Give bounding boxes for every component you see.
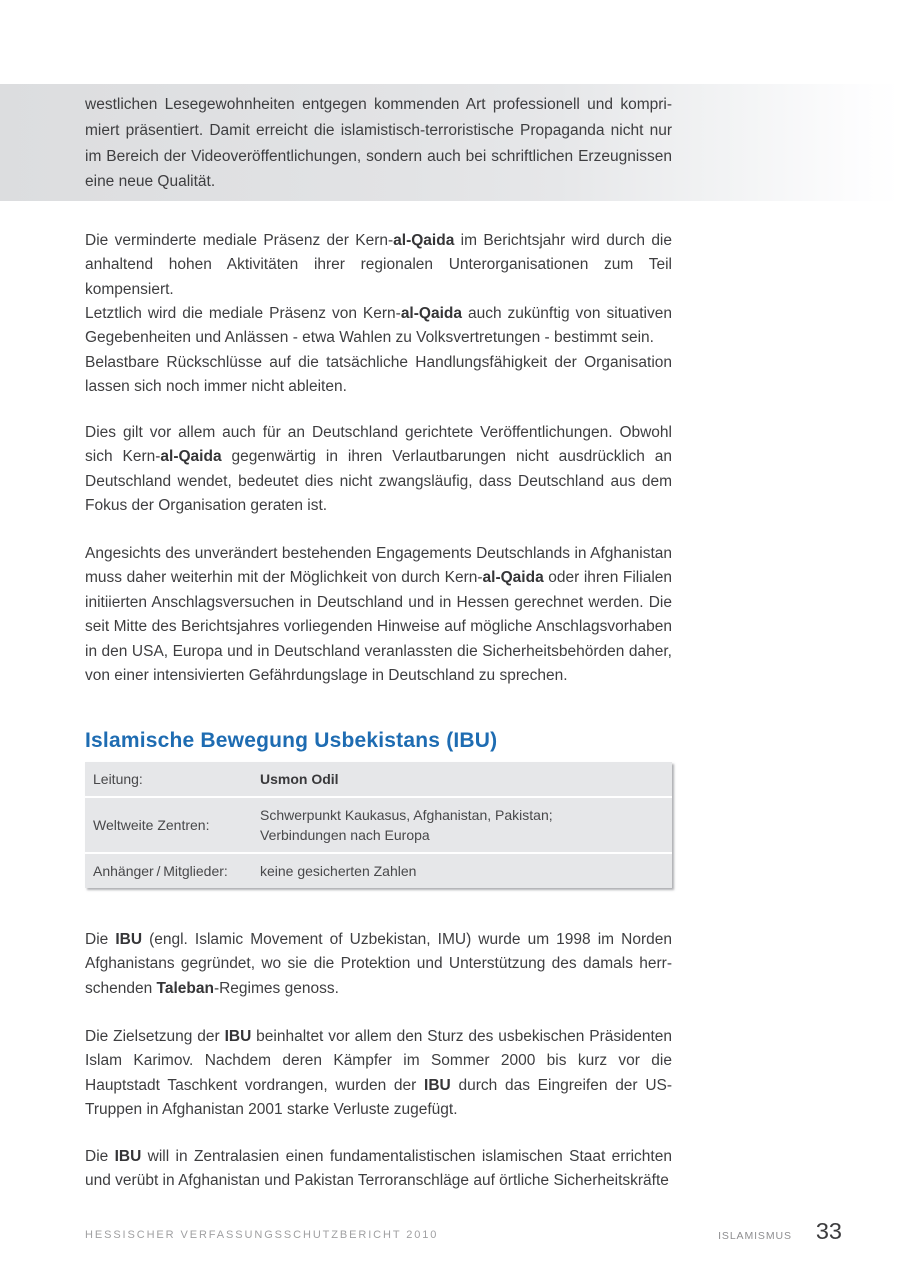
paragraph-ibu-founding: Die IBU (engl. Islamic Movement of Uzbekistan, IMU) wurde um 1998 im Norden Afghanistans gegründet, wo sie die Protektion und Unterstützung des damals herrschenden Taleban-Regimes genoss. — [85, 931, 672, 997]
infobox-value: keine gesicherten Zahlen — [260, 863, 417, 879]
infobox-label: Anhänger / Mitglieder: — [93, 863, 228, 879]
footer-right-group — [718, 1218, 842, 1245]
section-heading-ibu: Islamische Bewegung Usbekistans (IBU) — [85, 729, 498, 752]
paragraph-al-qaida-media-presence: Die verminderte mediale Präsenz der Kern-al-Qaida im Berichtsjahr wird durch die anhaltend hohen Aktivitäten ihrer regionalen Unterorganisationen zum Teil kompensiert. — [85, 232, 672, 298]
footer-report-title: HESSISCHER VERFASSUNGSSCHUTZBERICHT 2010 — [85, 1229, 439, 1241]
paragraph-future-media-presence: Letztlich wird die mediale Präsenz von Kern-al-Qaida auch zukünftig von situativen Gegebenheiten und Anlässen - etwa Wahlen zu Volksvertretungen - bestimmt sein. Belastbare Rückschlüsse auf die tatsächliche Handlungsfähigkeit der Organisation lassen sich noch immer nicht ableiten. — [85, 305, 672, 396]
footer-chapter-label: ISLAMISMUS — [718, 1230, 792, 1242]
paragraph-afghanistan-engagement: Angesichts des unverändert bestehenden Engagements Deutschlands in Afghanistan muss daher weiterhin mit der Möglichkeit von durch Kern-al-Qaida oder ihren Filialen initiierten Anschlagsversuchen in Deutschland und in Hessen gerechnet werden. Die seit Mitte des Berichtsjahres vorliegenden Hinweise auf mögliche Anschlagsvorhaben in den USA, Europa und in Deutschland veranlassten die Sicherheitsbehörden daher, von einer intensivierten Gefährdungslage in Deutschland zu sprechen. — [85, 545, 673, 685]
infobox-label: Weltweite Zentren: — [93, 817, 210, 833]
ibu-infobox-table — [85, 762, 672, 888]
infobox-row-weltweite-zentren — [85, 796, 672, 852]
paragraph-ibu-central-asia: Die IBU will in Zentralasien einen fundamentalistischen islamischen Staat errichten und verübt in Afghanistan und Pakistan Terroranschläge auf örtliche Sicherheitskräfte — [85, 1148, 672, 1190]
infobox-row-anhaenger-mitglieder — [85, 852, 672, 888]
paragraph-ibu-goals: Die Zielsetzung der IBU beinhaltet vor allem den Sturz des usbekischen Präsidenten Islam Karimov. Nachdem deren Kämpfer im Sommer 2000 bis kurz vor die Hauptstadt Taschkent vordrangen, wurden der IBU durch das Eingreifen der US-Truppen in Afghanistan 2001 starke Verluste zugefügt. — [85, 1028, 673, 1119]
paragraph-germany-publications: Dies gilt vor allem auch für an Deutschland gerichtete Veröffentlichungen. Obwohl sich Kern-al-Qaida gegenwärtig in ihren Verlautbarungen nicht ausdrücklich an Deutschland wendet, bedeutet dies nicht zwangsläufig, dass Deutschland aus dem Fokus der Organisation geraten ist. — [85, 424, 672, 515]
continued-text-highlight-box — [0, 84, 900, 201]
infobox-row-leitung — [85, 762, 672, 796]
infobox-label: Leitung: — [93, 771, 143, 787]
infobox-value: Usmon Odil — [260, 771, 339, 787]
page-number: 33 — [815, 1218, 842, 1244]
paragraph-continued-from-previous-page: westlichen Lesegewohnheiten entgegen kommenden Art professionell und komprimiert präsentiert. Damit erreicht die islamistisch-terroristische Propaganda nicht nur im Bereich der Videoveröffentlichungen, sondern auch bei schriftlichen Erzeugnissen eine neue Qualität. — [85, 96, 672, 191]
infobox-value: Schwerpunkt Kaukasus, Afghanistan, Pakistan; Verbindungen nach Europa — [260, 807, 553, 843]
